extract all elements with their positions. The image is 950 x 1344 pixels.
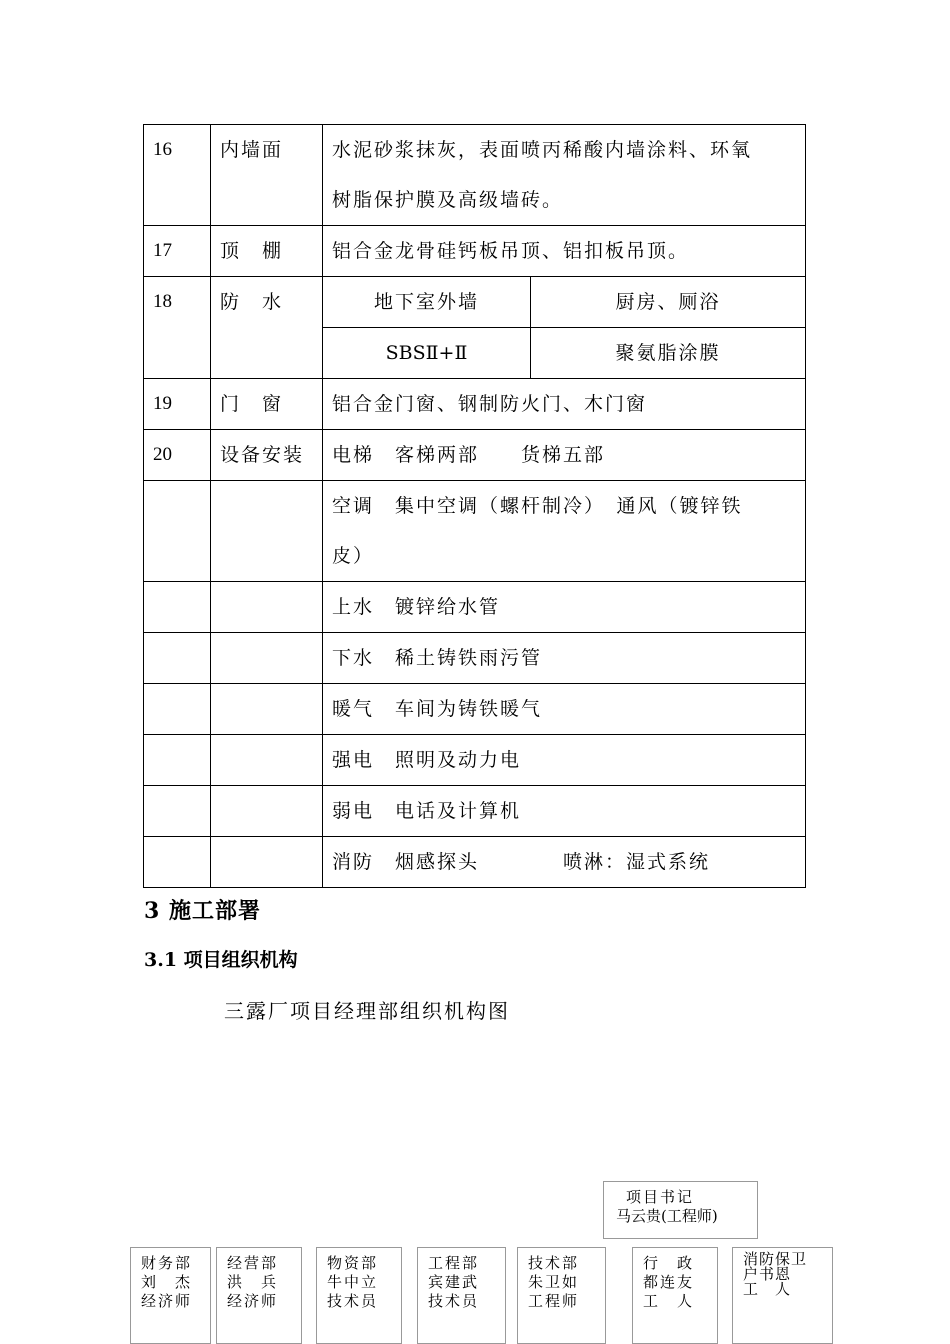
row-item: 防 水 <box>211 277 323 379</box>
equipment-item: 弱电 电话及计算机 <box>323 786 806 837</box>
empty-cell <box>144 582 211 633</box>
table-row <box>144 735 806 786</box>
spec-table <box>143 124 806 888</box>
row-item: 设备安装 <box>211 430 323 481</box>
waterproof-sub-value: 聚氨脂涂膜 <box>531 328 806 379</box>
row-item: 顶 棚 <box>211 226 323 277</box>
equipment-item: 下水 稀土铸铁雨污管 <box>323 633 806 684</box>
equipment-item: 消防 烟感探头 喷淋：湿式系统 <box>323 837 806 888</box>
row-description: 铝合金门窗、钢制防火门、木门窗 <box>323 379 806 430</box>
org-box-title: 项目书记 <box>626 1188 695 1206</box>
equipment-item: 空调 集中空调（螺杆制冷） 通风（镀锌铁 皮） <box>323 481 806 582</box>
waterproof-sub-value: SBSⅡ+Ⅱ <box>323 328 531 379</box>
section-subheading: 3.1 项目组织机构 <box>144 949 298 971</box>
empty-cell <box>211 481 323 582</box>
waterproof-sub-header: 地下室外墙 <box>323 277 531 328</box>
row-description: 水泥砂浆抹灰，表面喷丙稀酸内墙涂料、环氧 树脂保护膜及高级墙砖。 <box>323 125 806 226</box>
org-box-department: 技术部 朱卫如 工程师 <box>517 1247 606 1344</box>
table-row <box>144 277 806 328</box>
table-row <box>144 684 806 735</box>
org-box-department: 经营部 洪 兵 经济师 <box>216 1247 302 1344</box>
table-row <box>144 125 806 226</box>
org-box-department: 物资部 牛中立 技术员 <box>316 1247 402 1344</box>
row-number: 18 <box>144 277 211 379</box>
org-box-secretary <box>603 1181 758 1239</box>
equipment-item: 上水 镀锌给水管 <box>323 582 806 633</box>
row-description: 铝合金龙骨硅钙板吊顶、铝扣板吊顶。 <box>323 226 806 277</box>
table-row <box>144 786 806 837</box>
org-box-department: 消防保卫 户书恩 工 人 <box>732 1247 833 1344</box>
table-row <box>144 226 806 277</box>
table-row <box>144 430 806 481</box>
empty-cell <box>211 735 323 786</box>
row-item: 门 窗 <box>211 379 323 430</box>
waterproof-sub-header: 厨房、厕浴 <box>531 277 806 328</box>
org-box-name: 马云贵(工程师) <box>616 1207 718 1225</box>
org-box-department: 财务部 刘 杰 经济师 <box>130 1247 211 1344</box>
table-row <box>144 379 806 430</box>
section-heading: 3 施工部署 <box>144 898 261 924</box>
row-number: 20 <box>144 430 211 481</box>
table-row <box>144 837 806 888</box>
empty-cell <box>144 481 211 582</box>
row-description: 电梯 客梯两部 货梯五部 <box>323 430 806 481</box>
empty-cell <box>144 633 211 684</box>
org-chart-title: 三露厂项目经理部组织机构图 <box>224 999 510 1023</box>
table-row <box>144 481 806 582</box>
empty-cell <box>144 684 211 735</box>
row-number: 19 <box>144 379 211 430</box>
row-number: 17 <box>144 226 211 277</box>
empty-cell <box>211 582 323 633</box>
table-row <box>144 582 806 633</box>
table-row <box>144 633 806 684</box>
org-box-department: 行 政 都连友 工 人 <box>632 1247 718 1344</box>
equipment-item: 暖气 车间为铸铁暖气 <box>323 684 806 735</box>
empty-cell <box>144 786 211 837</box>
empty-cell <box>211 786 323 837</box>
equipment-item: 强电 照明及动力电 <box>323 735 806 786</box>
empty-cell <box>211 633 323 684</box>
org-box-department: 工程部 宾建武 技术员 <box>417 1247 506 1344</box>
row-item: 内墙面 <box>211 125 323 226</box>
empty-cell <box>144 735 211 786</box>
empty-cell <box>144 837 211 888</box>
row-number: 16 <box>144 125 211 226</box>
empty-cell <box>211 837 323 888</box>
empty-cell <box>211 684 323 735</box>
